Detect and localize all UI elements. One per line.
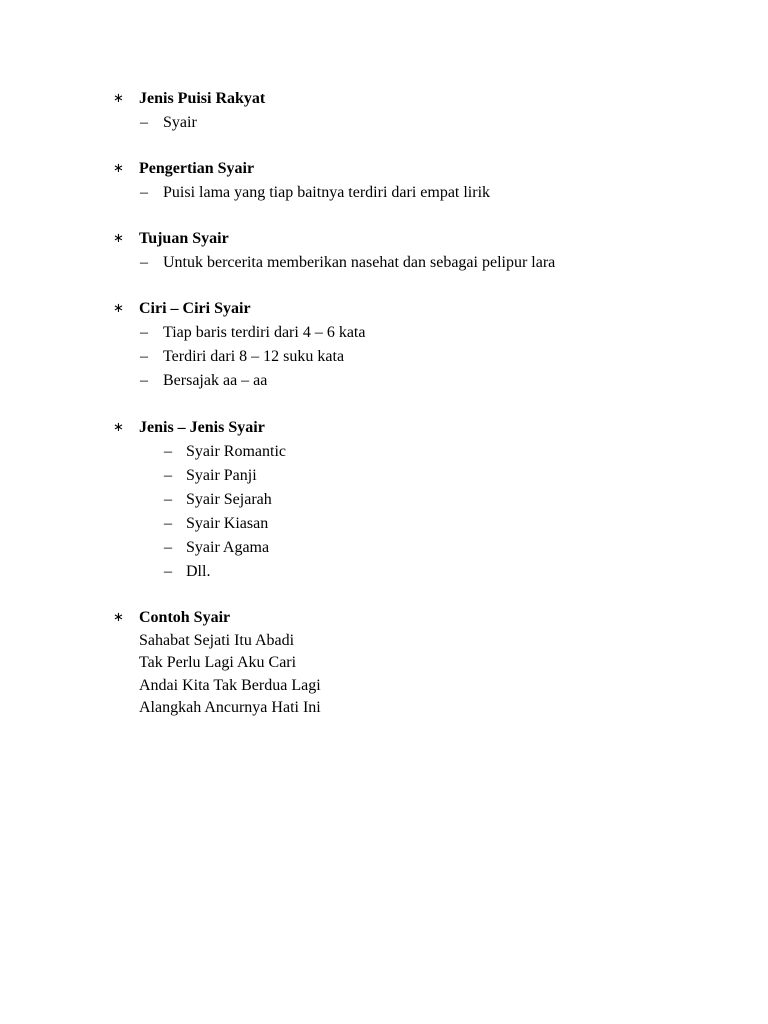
dash-icon: –: [164, 467, 172, 484]
poem-line: Andai Kita Tak Berdua Lagi: [139, 677, 321, 694]
dash-icon: –: [140, 324, 148, 341]
bullet-icon: ∗: [113, 301, 124, 316]
dash-icon: –: [140, 254, 148, 271]
bullet-icon: ∗: [113, 231, 124, 246]
poem-line: Tak Perlu Lagi Aku Cari: [139, 654, 297, 671]
list-item: Untuk bercerita memberikan nasehat dan sebagai pelipur lara: [163, 254, 556, 271]
section-heading-tujuan-syair: Tujuan Syair: [139, 230, 229, 247]
bullet-icon: ∗: [113, 161, 124, 176]
list-item: Syair Romantic: [186, 443, 286, 460]
poem-line: Alangkah Ancurnya Hati Ini: [139, 699, 321, 716]
section-heading-jenis-puisi-rakyat: Jenis Puisi Rakyat: [139, 90, 266, 107]
poem-line: Sahabat Sejati Itu Abadi: [139, 632, 295, 649]
dash-icon: –: [164, 515, 172, 532]
list-item: Syair Kiasan: [186, 515, 269, 532]
list-item: Tiap baris terdiri dari 4 – 6 kata: [163, 324, 366, 341]
section-heading-contoh-syair: Contoh Syair: [139, 609, 231, 626]
bullet-icon: ∗: [113, 91, 124, 106]
list-item: Puisi lama yang tiap baitnya terdiri dari empat lirik: [163, 184, 491, 201]
list-item: Syair Agama: [186, 539, 270, 556]
section-heading-jenis-jenis-syair: Jenis – Jenis Syair: [139, 419, 265, 436]
list-item: Dll.: [186, 563, 211, 580]
list-item: Terdiri dari 8 – 12 suku kata: [163, 348, 345, 365]
list-item: Bersajak aa – aa: [163, 372, 268, 389]
dash-icon: –: [164, 539, 172, 556]
list-item: Syair: [163, 114, 197, 131]
dash-icon: –: [140, 372, 148, 389]
dash-icon: –: [140, 184, 148, 201]
section-heading-ciri-ciri-syair: Ciri – Ciri Syair: [139, 300, 251, 317]
section-heading-pengertian-syair: Pengertian Syair: [139, 160, 255, 177]
dash-icon: –: [164, 443, 172, 460]
dash-icon: –: [140, 348, 148, 365]
dash-icon: –: [164, 491, 172, 508]
dash-icon: –: [140, 114, 148, 131]
bullet-icon: ∗: [113, 610, 124, 625]
dash-icon: –: [164, 563, 172, 580]
bullet-icon: ∗: [113, 420, 124, 435]
list-item: Syair Panji: [186, 467, 257, 484]
list-item: Syair Sejarah: [186, 491, 272, 508]
